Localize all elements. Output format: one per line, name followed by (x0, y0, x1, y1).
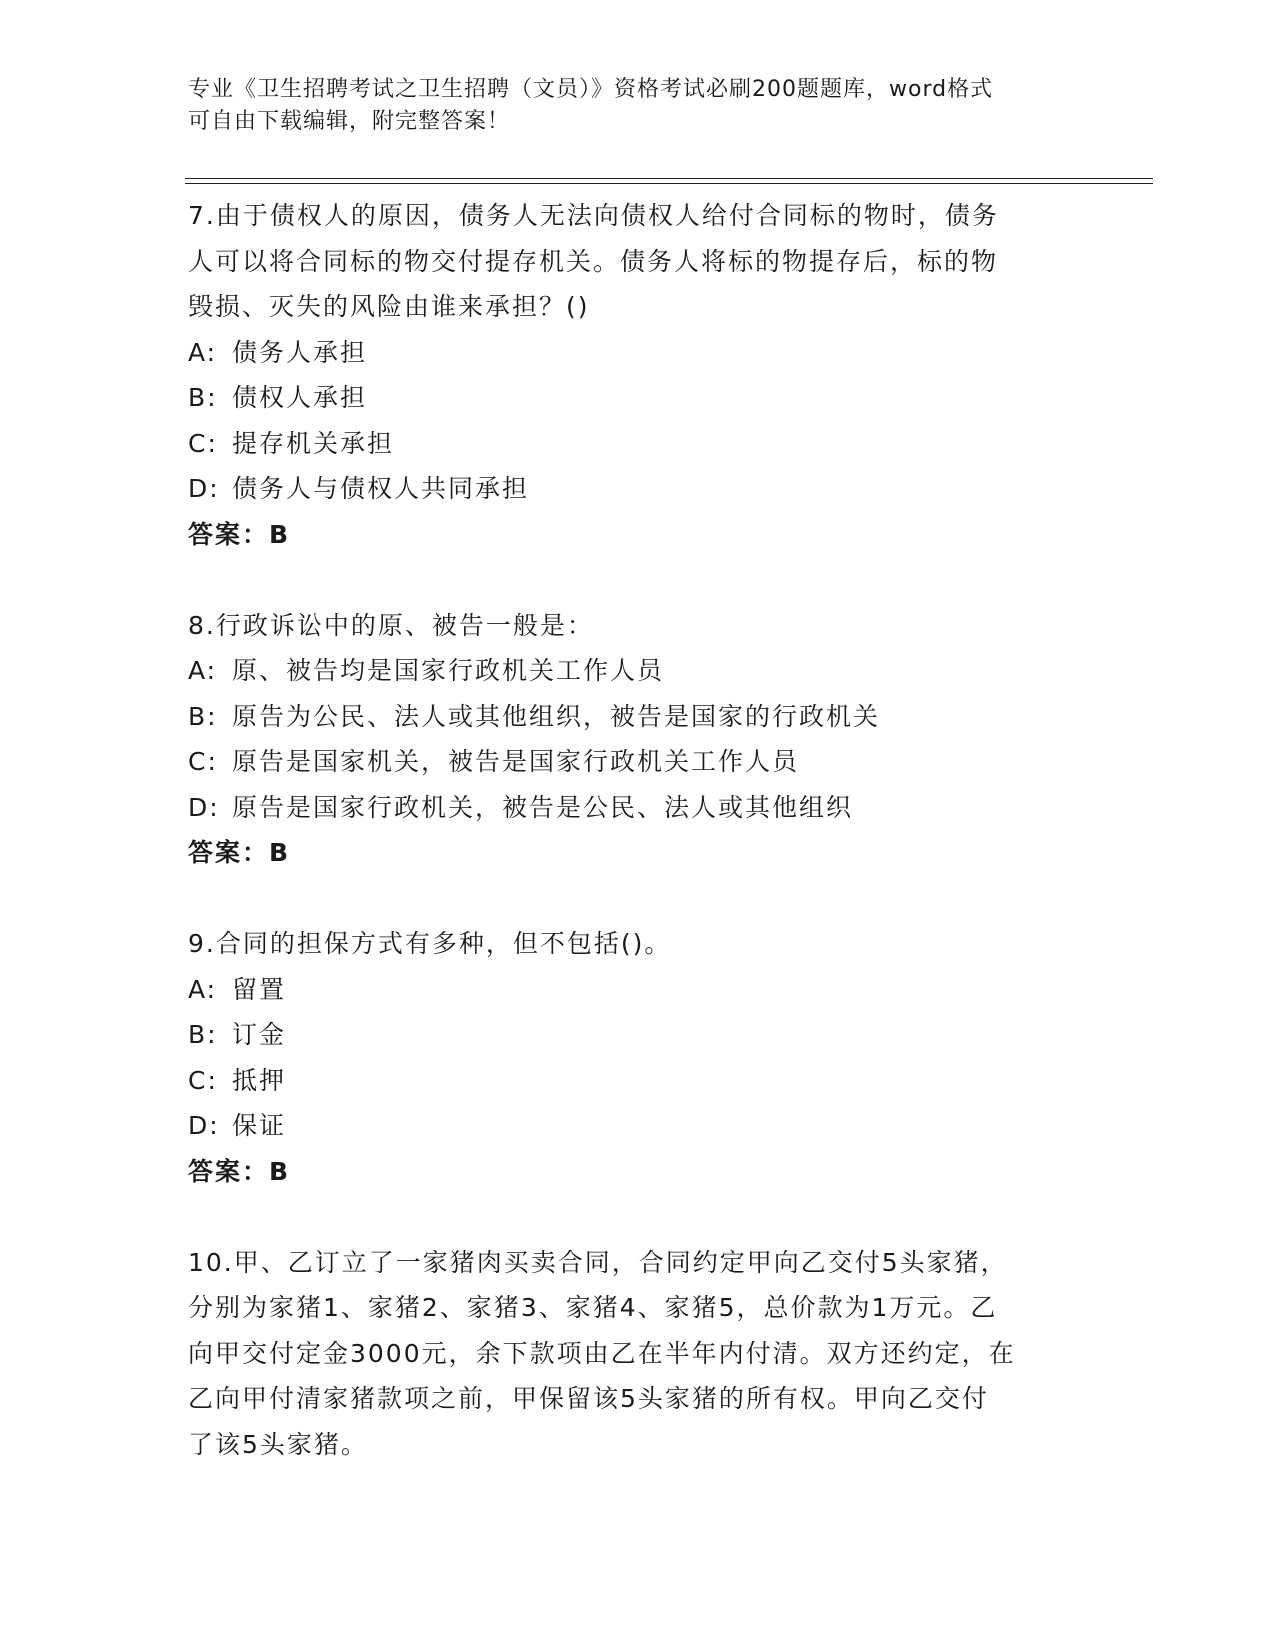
option-text: 订金 (232, 1020, 287, 1049)
option-c (188, 739, 1088, 785)
stem-line: 了该5头家猪。 (188, 1429, 368, 1459)
question-stem (188, 603, 1088, 649)
option-c (188, 421, 1088, 467)
stem-line: 向甲交付定金3000元，余下款项由乙在半年内付清。双方还约定，在 (188, 1338, 1016, 1368)
option-letter: B: (188, 1020, 218, 1049)
option-d (188, 1103, 1088, 1149)
question-stem (188, 921, 1088, 967)
option-a (188, 967, 1088, 1013)
answer-line: 答案：B (188, 838, 291, 867)
spacer (188, 557, 1088, 603)
option-letter: A: (188, 656, 218, 685)
document-header (188, 74, 1088, 138)
option-letter: D: (188, 474, 220, 503)
option-text: 原告是国家行政机关，被告是公民、法人或其他组织 (232, 792, 854, 822)
option-letter: C: (188, 747, 218, 776)
option-text: 债务人承担 (232, 337, 368, 367)
option-d (188, 785, 1088, 831)
option-text: 原告为公民、法人或其他组织，被告是国家的行政机关 (232, 701, 881, 731)
header-divider-top (185, 178, 1153, 179)
answer-line: 答案：B (188, 519, 291, 549)
option-b (188, 694, 1088, 740)
option-letter: A: (188, 337, 218, 367)
option-text: 留置 (232, 974, 287, 1004)
option-text: 债务人与债权人共同承担 (232, 474, 530, 503)
stem-line: 毁损、灭失的风险由谁来承担？() (188, 292, 590, 321)
option-letter: A: (188, 974, 218, 1004)
option-letter: B: (188, 701, 218, 731)
header-divider-bottom (185, 183, 1153, 184)
spacer (188, 1194, 1088, 1240)
option-text: 提存机关承担 (232, 428, 395, 458)
option-letter: C: (188, 428, 218, 458)
question-10 (188, 1240, 1088, 1468)
question-stem (188, 193, 1088, 330)
option-text: 原、被告均是国家行政机关工作人员 (232, 656, 665, 685)
option-b (188, 1012, 1088, 1058)
option-b (188, 375, 1088, 421)
option-c (188, 1058, 1088, 1104)
option-text: 抵押 (232, 1065, 287, 1095)
option-text: 债权人承担 (232, 383, 368, 412)
option-letter: B: (188, 383, 218, 412)
question-list (188, 193, 1088, 1467)
header-line-2: 可自由下载编辑，附完整答案！ (188, 109, 511, 134)
stem-line: 9.合同的担保方式有多种，但不包括()。 (188, 929, 672, 958)
option-text: 保证 (232, 1111, 287, 1140)
option-d (188, 466, 1088, 512)
option-letter: C: (188, 1065, 218, 1095)
spacer (188, 876, 1088, 922)
stem-line: 8.行政诉讼中的原、被告一般是： (188, 610, 594, 640)
question-7 (188, 193, 1088, 557)
stem-line: 10.甲、乙订立了一家猪肉买卖合同，合同约定甲向乙交付5头家猪， (188, 1247, 1008, 1277)
question-9 (188, 921, 1088, 1194)
option-letter: D: (188, 1111, 220, 1140)
stem-line: 7.由于债权人的原因，债务人无法向债权人给付合同标的物时，债务 (188, 201, 999, 230)
stem-line: 分别为家猪1、家猪2、家猪3、家猪4、家猪5，总价款为1万元。乙 (188, 1293, 998, 1322)
question-stem (188, 1240, 1088, 1468)
header-line-1: 专业《卫生招聘考试之卫生招聘（文员）》资格考试必刷200题题库，word格式 (188, 77, 994, 102)
option-letter: D: (188, 792, 220, 822)
answer-line: 答案：B (188, 1156, 291, 1186)
stem-line: 乙向甲付清家猪款项之前，甲保留该5头家猪的所有权。甲向乙交付 (188, 1384, 989, 1413)
option-text: 原告是国家机关，被告是国家行政机关工作人员 (232, 747, 800, 776)
question-8 (188, 603, 1088, 876)
stem-line: 人可以将合同标的物交付提存机关。债务人将标的物提存后，标的物 (188, 246, 999, 276)
option-a (188, 330, 1088, 376)
option-a (188, 648, 1088, 694)
